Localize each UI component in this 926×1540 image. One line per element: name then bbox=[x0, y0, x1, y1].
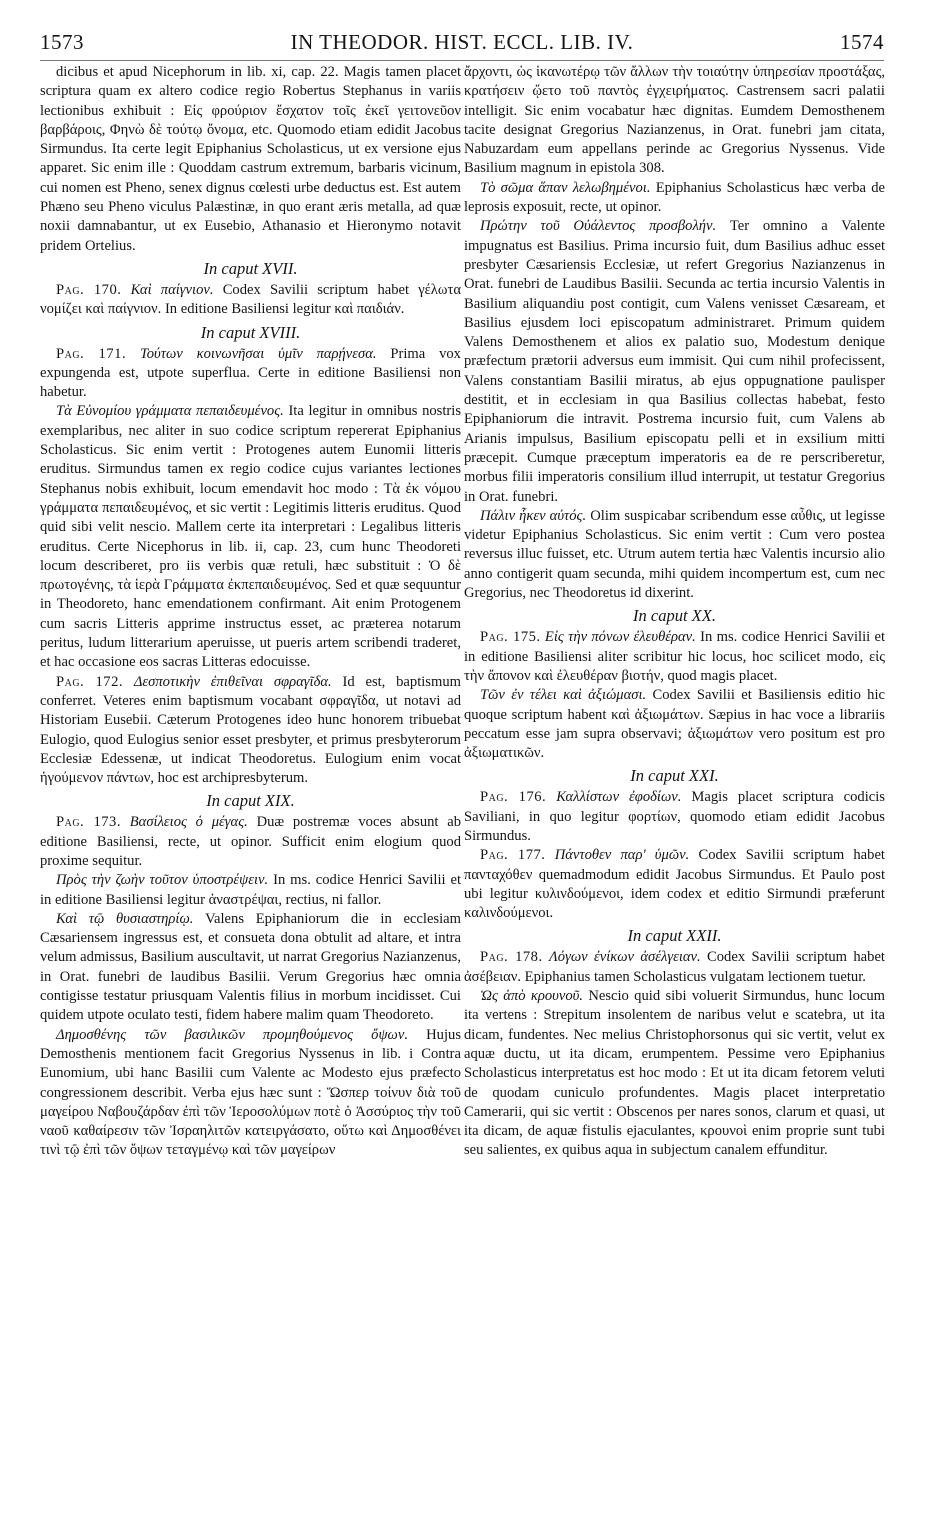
note-text: dicibus et apud Nicephorum in lib. xi, cap. 22. Magis tamen placet scriptura quam ex altero codice regio Robertus Stephanus in variis lectionibus exhibuit : Εἰς φρούριον ἔσχατον τοῖς ἐκεῖ γειτονεῦον βαρβάροις, Φηνὼ δὲ τούτῳ ὄνομα, etc. Quomodo etiam edidit Jacobus Sirmundus. Ita certe legit Epiphanius Scholasticus, ut ex versione ejus apparet. Sic enim ille : Quoddam castrum extremum, barbaris vicinum, cui nomen est Pheno, senex dignus cœlesti urbe deductus est. Est autem Phæno seu Pheno viculus Palæstinæ, in quo erant æris metalla, ad quæ noxii damnabantur, ut ex Eusebio, Athanasio et Hieronymo notavit pridem Ortelius. bbox=[40, 64, 461, 254]
note-paragraph bbox=[464, 179, 885, 218]
page-reference: Pag. 177. bbox=[480, 847, 546, 864]
greek-lemma: Δεσποτικὴν ἐπιθεῖναι σφραγῖδα. bbox=[133, 673, 332, 690]
note-paragraph bbox=[40, 402, 461, 672]
note-paragraph bbox=[464, 846, 885, 923]
note-text: Duæ postremæ voces absunt ab editione Basiliensi, recte, ut opinor. Sufficit enim elogium quod proxime sequitur. bbox=[40, 814, 461, 869]
note-text: Codex Savilii scriptum habet γέλωτα νομίζει καὶ παίγνιον. In editione Basiliensi legitur καὶ παιδιάν. bbox=[40, 281, 461, 318]
note-paragraph bbox=[40, 871, 461, 910]
note-text: Valens Epiphaniorum die in ecclesiam Cæsariensem ingressus est, et consueta dona obtulit ad altare, et intra velum admissus, Basilium auscultavit, ut narrat Gregorius Nazianzenus, in Orat. funebri de laudibus Basilii. Verum Gregorius hæc omnia contigisse testatur priusquam Valentis filius in morbum incidisset. Cui quidem utpote oculato testi, fidem habere malim quam Theodoreto. bbox=[40, 910, 461, 1024]
section-heading: In caput XVIII. bbox=[200, 322, 301, 342]
section-heading: In caput XX. bbox=[633, 606, 716, 626]
greek-lemma: Τὸ σῶμα ἅπαν λελωβημένοι. bbox=[480, 179, 651, 196]
greek-lemma: Τὰ Εὐνομίου γράμματα πεπαιδευμένος. bbox=[56, 403, 284, 420]
section-heading: In caput XXII. bbox=[627, 926, 722, 946]
note-text: Codex Savilii et Basiliensis editio hic quoque scriptum habent καὶ ἀξιωμάτων. Sæpius in hac voce a librariis peccatum esse jam supra observavi; ἀξιωμάτων vero positum est pro ἀξιωματικῶν. bbox=[464, 687, 885, 762]
greek-lemma: Πρὸς τὴν ζωὴν τοῦτον ὑποστρέψειν. bbox=[56, 872, 269, 889]
page-reference: Pag. 173. bbox=[56, 814, 121, 831]
greek-lemma: Πάντοθεν παρ' ὑμῶν. bbox=[554, 847, 690, 864]
page-reference: Pag. 172. bbox=[56, 673, 124, 690]
note-paragraph bbox=[464, 686, 885, 763]
note-text: Nescio quid sibi voluerit Sirmundus, hunc locum ita vertens : Strepitum insolentem de naribus velut e scatebra, ut ita dicam, fundentes. Nec melius Christophorsonus qui sic vertit, velut ex aquæ ductu, ut ita dicam, erumpentem. Pessime vero Epiphanius Scholasticus interpretatus est hoc modo : Et ut ita dicam fetorem veluti de quodam cuniculo profundentes. Magis placet interpretatio Camerarii, qui sic vertit : Obscenos per nares sonos, clarum et quasi, ut ita dicam, de aquæ fistulis ejaculantes, κρουνοὶ enim proprie sunt tubi seu salientes, ex quibus aqua in subjectum canalem effunditur. bbox=[464, 988, 885, 1159]
greek-lemma: Καὶ παίγνιον. bbox=[130, 281, 214, 298]
note-text: Magis placet scriptura codicis Saviliani, in quo legitur φορτίων, quomodo etiam edidit Jacobus Sirmundus. bbox=[464, 789, 885, 844]
note-paragraph bbox=[40, 813, 461, 871]
note-text: Codex Savilii scriptum habet ἀσέβειαν. Epiphanius tamen Scholasticus vulgatam lectionem tuetur. bbox=[464, 949, 885, 985]
section-heading: In caput XVII. bbox=[203, 258, 298, 278]
header-rule bbox=[40, 60, 884, 61]
page-number-left: 1573 bbox=[40, 30, 84, 54]
note-text: Codex Savilii scriptum habet πανταχόθεν quemadmodum edidit Jacobus Sirmundus. Et Paulo post ubi legitur κυλινδούμενοι, idem codex et editio Sirmundi præferunt καλινδούμενοι. bbox=[464, 847, 885, 922]
note-paragraph bbox=[40, 910, 461, 1026]
greek-lemma: Βασίλειος ὁ μέγας. bbox=[129, 814, 248, 831]
page-reference: Pag. 178. bbox=[480, 949, 543, 966]
note-paragraph bbox=[464, 948, 885, 987]
note-paragraph bbox=[40, 673, 461, 789]
left-column bbox=[40, 63, 461, 1528]
page-reference: Pag. 176. bbox=[480, 789, 547, 806]
note-text: Ter omnino a Valente impugnatus est Basilius. Prima incursio fuit, dum Basilius adhuc esset presbyter Cæsariensis Ecclesiæ, ut refert Gregorius Nazianzenus in Orat. funebri de Laudibus Basilii. Secunda ac tertia incursio Valentis in Basilium aliquandiu post contigit, cum Valens venisset Cæsaream, et Basilius ejusdem loci episcopatum administraret. Primum quidem Valens Demosthenem et alios ex palatio suo, Modestum denique præfectum prætorii adversus eum immisit. Qui cum nihil profecissent, Valens constantiam Basilii miratus, ab ejus oppugnatione paulisper destitit, et in ecclesiam in qua Basilius collectas habebat, festo Epiphaniorum die intravit. Postrema incursio fuit, cum Valens ab Arianis impulsus, Basilium episcopatu pelli et in exsilium mitti præcepit. Cumque præceptum imperatoris ea de re perscriberetur, morbus filii imperatoris consilium illud interrupit, ut testatur Gregorius in Orat. funebri. bbox=[464, 218, 885, 505]
greek-lemma: Λόγων ἐνίκων ἀσέλγειαν. bbox=[548, 949, 701, 966]
note-paragraph bbox=[40, 281, 461, 320]
greek-lemma: Πάλιν ἧκεν αὐτός. bbox=[480, 507, 587, 524]
note-paragraph bbox=[464, 788, 885, 846]
section-heading: In caput XXI. bbox=[630, 766, 719, 786]
greek-lemma: Πρώτην τοῦ Οὐάλεντος προσβολήν. bbox=[480, 218, 717, 235]
page-reference: Pag. 175. bbox=[480, 629, 541, 646]
running-header bbox=[40, 30, 884, 58]
greek-lemma: Καλλίστων ἐφοδίων. bbox=[556, 789, 682, 806]
note-paragraph bbox=[40, 345, 461, 403]
page-reference: Pag. 170. bbox=[56, 281, 122, 298]
note-paragraph bbox=[464, 217, 885, 506]
greek-lemma: Καὶ τῷ θυσιαστηρίῳ. bbox=[56, 910, 194, 927]
greek-lemma: Εἰς τὴν πόνων ἐλευθέραν. bbox=[544, 629, 696, 646]
note-paragraph bbox=[464, 628, 885, 686]
note-paragraph bbox=[464, 507, 885, 603]
greek-lemma: Τούτων κοινωνῆσαι ὑμῖν παρῄνεσα. bbox=[139, 345, 377, 362]
note-paragraph bbox=[464, 987, 885, 1161]
note-text: In ms. codice Henrici Savilii et in editione Basiliensi aliter scribitur hic locus, hoc scilicet modo, εἰς τὴν ἄπονον καὶ ἐλευθέραν βιοτήν, quod magis placet. bbox=[464, 629, 885, 684]
greek-lemma: Δημοσθένης τῶν βασιλικῶν προμηθούμενος ὄψων. bbox=[56, 1026, 408, 1043]
note-text: Ita legitur in omnibus nostris exemplaribus, nec aliter in suo codice scriptum repererat Epiphanius Scholasticus. Sic enim vertit : Protogenes autem Eunomii litteris eruditus. Sirmundus tamen ex regio codice cujus variantes lectiones Stephanus nobis exhibuit, locum emendavit hoc modo : Τὰ ἐκ νόμου γράμματα πεπαιδευμένος, et sic vertit : Legitimis litteris eruditus. Quod quid sibi velit nescio. Mallem certe ita interpretari : Legalibus litteris eruditus. Certe Nicephorus in lib. ii, cap. 23, cum hunc Theodoreti locum describeret, pro iis verbis quæ retuli, hæc substituit : Ὁ δὲ πρωτογένης, τὰ ἱερὰ Γράμματα ἐκπεπαιδευμένος. Sed et quæ sequuntur in Theodoreto, hanc emendationem confirmant. Ait enim Protogenem cum sacris Litteris apprime instructus esset, ac præterea notarum peritus, ludum litterarium aperuisse, ut pueris artem scribendi traderet, et hac occasione eos sacras Litteras edocuisse. bbox=[40, 403, 461, 671]
page-reference: Pag. 171. bbox=[56, 345, 127, 362]
note-paragraph bbox=[40, 63, 461, 256]
note-text: Hujus Demosthenis mentionem facit Gregorius Nyssenus in lib. i Contra Eunomium, ubi hanc Basilii cum Valente ac Modesto ejus præfecto congressionem describit. Verba ejus hæc sunt : Ὥσπερ τοίνυν διὰ τοῦ μαγείρου Ναβουζάρδαν ἐπὶ τῶν Ἱεροσολύμων ποτὲ ὁ Ἀσσύριος τὴν τοῦ ναοῦ καθαίρεσιν τῶν Ἰσραηλιτῶν κατειργάσατο, οὕτω καὶ Δημοσθένει τινὶ τῷ ἐπὶ τῶν ὄψων τεταγμένῳ καὶ τῶν μαγείρων bbox=[40, 1026, 461, 1159]
note-text: Prima vox expungenda est, utpote superflua. Certe in editione Basiliensi non habetur. bbox=[40, 345, 461, 401]
note-text: Olim suspicabar scribendum esse αὖθις, ut legisse videtur Epiphanius Scholasticus. Sic enim vertit : Cum vero postea reversus illuc fuisset, etc. Utrum autem tertia hæc Valentis incursio alio anno contigerit quam secunda, mihi quidem incompertum est, cum nec Gregorius, nec Theodoretus id dixerint. bbox=[464, 507, 885, 602]
greek-lemma: Ὡς ἀπὸ κρουνοῦ. bbox=[480, 988, 583, 1005]
note-text: Id est, baptismum conferret. Veteres enim baptismum vocabant σφραγῖδα, ut notavi ad Historiam Eusebii. Cæterum Protogenes ideo hunc honorem tribuebat Eulogio, quod Eulogius senior esset presbyter, et primus presbyterorum Ecclesiæ Edessenæ, ut indicat Theodoretus. Eulogium enim vocat ἡγούμενον πάντων, hoc est archipresbyterum. bbox=[40, 673, 461, 787]
continued-paragraph bbox=[464, 63, 885, 179]
note-text: Epiphanius Scholasticus hæc verba de leprosis exposuit, recte, ut opinor. bbox=[464, 179, 885, 216]
note-text: ἄρχοντι, ὡς ἱκανωτέρῳ τῶν ἄλλων τὴν τοιαύτην ὑπηρεσίαν προστάξας, κρατήσειν ᾤετο τοῦ παντὸς ἐγχειρήματος. Castrensem sacri palatii intelligit. Sic enim vocabatur hæc dignitas. Eumdem Demosthenem tacite designat Gregorius Nazianzenus, in Orat. funebri jam citata, Nabuzardam eum appellans perinde ac Gregorius Nyssenus. Vide Basilium magnum in epistola 308. bbox=[464, 64, 885, 177]
note-paragraph bbox=[40, 1026, 461, 1161]
section-heading: In caput XIX. bbox=[206, 791, 295, 811]
page-number-right: 1574 bbox=[840, 30, 884, 54]
note-text: In ms. codice Henrici Savilii et in editione Basiliensi legitur ἀναστρέψαι, rectius, ni fallor. bbox=[40, 872, 461, 908]
greek-lemma: Τῶν ἐν τέλει καὶ ἀξιώμασι. bbox=[480, 687, 647, 704]
running-title: IN THEODOR. HIST. ECCL. LIB. IV. bbox=[290, 30, 634, 54]
right-column bbox=[464, 63, 885, 1528]
